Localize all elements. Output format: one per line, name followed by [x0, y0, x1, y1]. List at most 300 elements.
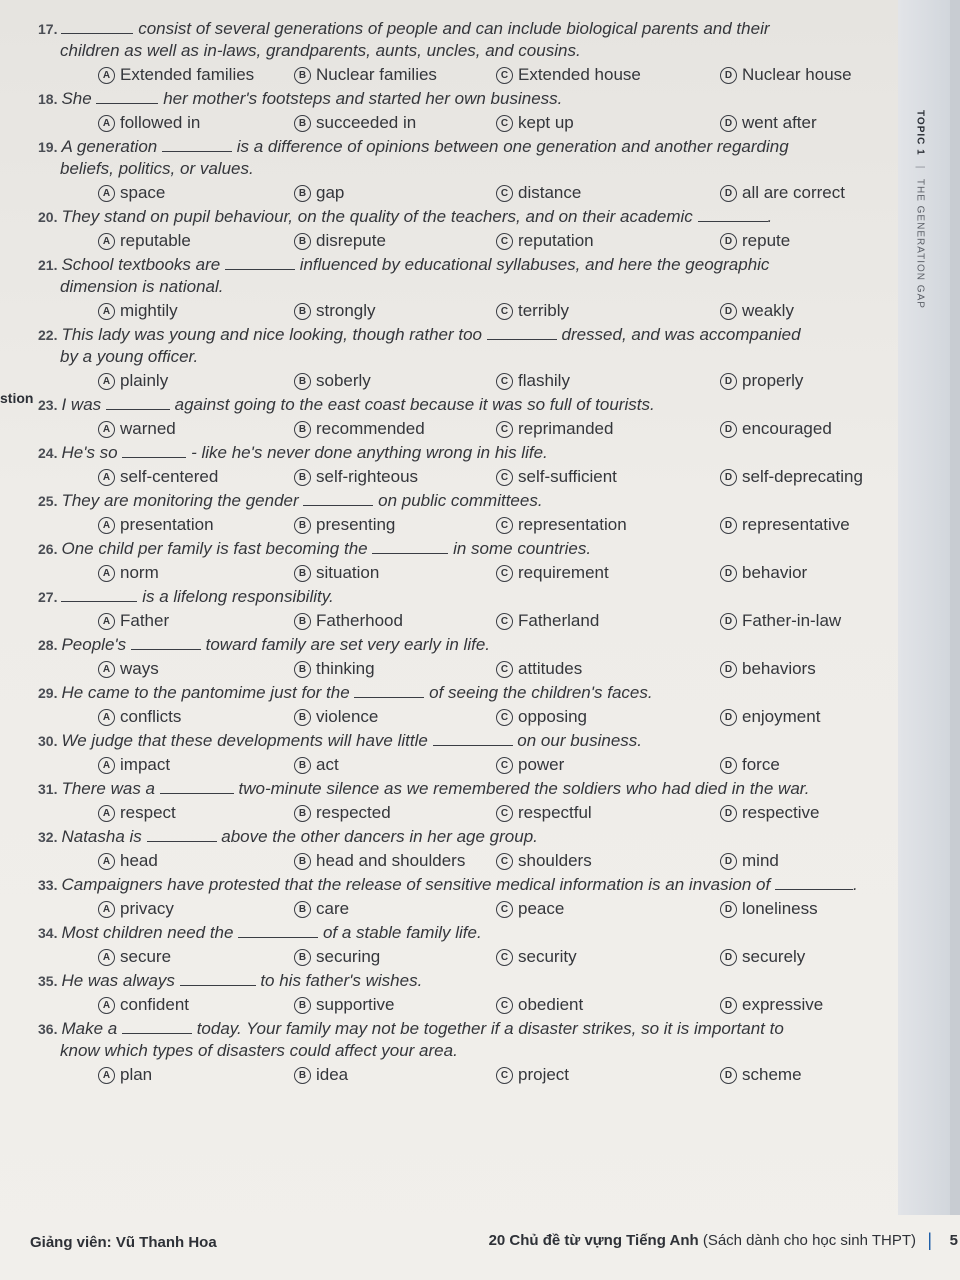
option-b	[294, 755, 339, 775]
question-text-before: This lady was young and nice looking, though rather too	[61, 325, 483, 344]
option-letter-circle: C	[496, 661, 513, 678]
answer-blank	[61, 587, 137, 602]
option-letter-circle: A	[98, 853, 115, 870]
question-text-after: is a lifelong responsibility.	[142, 587, 334, 606]
question-text-after: two-minute silence as we remembered the soldiers who had died in the war.	[238, 779, 810, 798]
option-letter-circle: C	[496, 421, 513, 438]
instructor-credit: Giảng viên: Vũ Thanh Hoa	[30, 1234, 217, 1251]
option-text: norm	[120, 563, 159, 582]
option-text: representation	[518, 515, 627, 534]
answer-blank	[61, 19, 133, 34]
option-letter-circle: C	[496, 185, 513, 202]
question-text-after: of seeing the children's faces.	[429, 683, 653, 702]
question-text-after: toward family are set very early in life.	[205, 635, 491, 654]
option-a	[98, 563, 159, 583]
option-letter-circle: D	[720, 67, 737, 84]
option-c	[496, 611, 599, 631]
question-stem	[38, 18, 898, 40]
option-text: conflicts	[120, 707, 182, 726]
question-text-after: consist of several generations of people and can include biological parents and their	[138, 19, 770, 38]
option-b	[294, 995, 394, 1015]
option-letter-circle: C	[496, 233, 513, 250]
option-letter-circle: A	[98, 949, 115, 966]
question-stem	[38, 490, 898, 512]
option-letter-circle: D	[720, 661, 737, 678]
question-number: 33.	[38, 877, 58, 893]
option-a	[98, 995, 189, 1015]
question-number: 28.	[38, 637, 58, 653]
question-stem	[38, 778, 898, 800]
question-stem	[38, 586, 898, 608]
option-letter-circle: D	[720, 757, 737, 774]
question-item	[38, 442, 898, 490]
option-letter-circle: B	[294, 661, 311, 678]
answer-options	[38, 992, 898, 1018]
topic-title: THE GENERATION GAP	[914, 178, 926, 309]
option-c	[496, 995, 583, 1015]
question-item	[38, 324, 898, 394]
option-text: supportive	[316, 995, 395, 1014]
option-letter-circle: A	[98, 565, 115, 582]
option-letter-circle: B	[294, 373, 311, 390]
option-a	[98, 515, 214, 535]
question-number: 18.	[38, 91, 58, 107]
question-stem	[38, 682, 898, 704]
option-d	[720, 467, 863, 487]
question-stem	[38, 730, 898, 752]
question-text-before: People's	[61, 635, 127, 654]
option-d	[720, 371, 803, 391]
answer-options	[38, 944, 898, 970]
option-text: reputable	[120, 231, 191, 250]
option-text: attitudes	[518, 659, 583, 678]
option-text: self-righteous	[316, 467, 419, 486]
option-text: situation	[316, 563, 380, 582]
option-text: mightily	[120, 301, 178, 320]
option-text: head and shoulders	[316, 851, 466, 870]
option-a	[98, 659, 159, 679]
option-c	[496, 371, 570, 391]
option-letter-circle: C	[496, 67, 513, 84]
option-d	[720, 563, 807, 583]
option-text: Fatherland	[518, 611, 600, 630]
question-stem	[38, 970, 898, 992]
option-letter-circle: A	[98, 997, 115, 1014]
option-letter-circle: A	[98, 185, 115, 202]
side-strip-edge	[950, 0, 960, 1215]
option-text: impact	[120, 755, 171, 774]
answer-blank	[122, 1019, 192, 1034]
option-c	[496, 707, 587, 727]
question-item	[38, 394, 898, 442]
question-text-after: of a stable family life.	[322, 923, 482, 942]
question-text-before: He's so	[61, 443, 118, 462]
option-a	[98, 851, 158, 871]
option-d	[720, 231, 790, 251]
option-letter-circle: D	[720, 901, 737, 918]
option-c	[496, 515, 627, 535]
option-text: ways	[120, 659, 159, 678]
option-text: respected	[316, 803, 391, 822]
topic-side-label	[905, 110, 935, 310]
question-item	[38, 778, 898, 826]
question-stem	[38, 1018, 898, 1040]
option-a	[98, 1065, 152, 1085]
answer-options	[38, 1062, 898, 1088]
book-title-main: 20 Chủ đề từ vựng Tiếng Anh	[488, 1232, 699, 1249]
option-c	[496, 659, 582, 679]
option-letter-circle: C	[496, 901, 513, 918]
option-text: securely	[742, 947, 806, 966]
option-text: properly	[742, 371, 804, 390]
answer-blank	[303, 491, 373, 506]
option-d	[720, 113, 817, 133]
question-item	[38, 826, 898, 874]
question-item	[38, 586, 898, 634]
option-letter-circle: D	[720, 373, 737, 390]
answer-blank	[122, 443, 186, 458]
option-b	[294, 301, 376, 321]
question-text-after: dressed, and was accompanied	[561, 325, 801, 344]
answer-options	[38, 656, 898, 682]
page-footer	[30, 1232, 960, 1256]
question-text-after: influenced by educational syllabuses, and here the geographic	[299, 255, 770, 274]
question-item	[38, 682, 898, 730]
question-text-before: Make a	[61, 1019, 118, 1038]
option-text: followed in	[120, 113, 201, 132]
question-item	[38, 88, 898, 136]
option-letter-circle: A	[98, 613, 115, 630]
question-text-after: on our business.	[517, 731, 643, 750]
question-stem	[38, 324, 898, 346]
option-letter-circle: D	[720, 853, 737, 870]
answer-options	[38, 896, 898, 922]
option-text: securing	[316, 947, 381, 966]
option-c	[496, 419, 613, 439]
question-number: 35.	[38, 973, 58, 989]
option-b	[294, 1065, 348, 1085]
option-letter-circle: A	[98, 421, 115, 438]
answer-blank	[238, 923, 318, 938]
option-text: weakly	[742, 301, 794, 320]
option-c	[496, 755, 564, 775]
question-stem	[38, 88, 898, 110]
option-a	[98, 755, 170, 775]
option-a	[98, 301, 178, 321]
option-a	[98, 113, 200, 133]
question-item	[38, 970, 898, 1018]
option-d	[720, 707, 820, 727]
option-text: self-deprecating	[742, 467, 863, 486]
answer-blank	[180, 971, 256, 986]
option-a	[98, 419, 176, 439]
question-text-after: .	[852, 875, 858, 894]
option-text: obedient	[518, 995, 584, 1014]
question-text-continued: dimension is national.	[60, 277, 224, 296]
option-a	[98, 183, 165, 203]
answer-options	[38, 368, 898, 394]
option-d	[720, 803, 819, 823]
answer-options	[38, 298, 898, 324]
option-letter-circle: D	[720, 421, 737, 438]
option-c	[496, 947, 577, 967]
question-stem	[38, 394, 898, 416]
question-text-after: against going to the east coast because it was so full of tourists.	[174, 395, 655, 414]
question-text-before: They stand on pupil behaviour, on the quality of the teachers, and on their academic	[61, 207, 693, 226]
option-a	[98, 371, 168, 391]
answer-blank	[162, 137, 232, 152]
answer-blank	[106, 395, 170, 410]
question-item	[38, 136, 898, 206]
option-letter-circle: A	[98, 757, 115, 774]
option-text: thinking	[316, 659, 375, 678]
option-letter-circle: A	[98, 901, 115, 918]
option-text: Nuclear house	[742, 65, 852, 84]
option-c	[496, 851, 592, 871]
option-text: care	[316, 899, 350, 918]
option-text: soberly	[316, 371, 371, 390]
option-b	[294, 947, 380, 967]
option-text: gap	[316, 183, 345, 202]
option-letter-circle: C	[496, 805, 513, 822]
option-b	[294, 113, 416, 133]
option-b	[294, 563, 379, 583]
option-d	[720, 755, 780, 775]
option-text: scheme	[742, 1065, 802, 1084]
option-text: opposing	[518, 707, 588, 726]
question-stem	[38, 874, 898, 896]
option-letter-circle: A	[98, 805, 115, 822]
option-text: violence	[316, 707, 379, 726]
option-text: Fatherhood	[316, 611, 403, 630]
option-text: head	[120, 851, 158, 870]
option-letter-circle: D	[720, 1067, 737, 1084]
question-text-before: Natasha is	[61, 827, 142, 846]
option-text: secure	[120, 947, 172, 966]
question-text-after: her mother's footsteps and started her own business.	[163, 89, 563, 108]
option-text: plan	[120, 1065, 153, 1084]
option-letter-circle: C	[496, 757, 513, 774]
answer-options	[38, 228, 898, 254]
question-text-before: He came to the pantomime just for the	[61, 683, 350, 702]
option-letter-circle: D	[720, 233, 737, 250]
question-text-continued: children as well as in-laws, grandparents, aunts, uncles, and cousins.	[60, 41, 581, 60]
option-a	[98, 65, 254, 85]
option-b	[294, 659, 375, 679]
option-letter-circle: A	[98, 469, 115, 486]
book-title	[489, 1232, 916, 1249]
question-stem	[38, 254, 898, 276]
option-letter-circle: A	[98, 709, 115, 726]
option-text: behavior	[742, 563, 808, 582]
option-c	[496, 467, 617, 487]
question-number: 31.	[38, 781, 58, 797]
option-b	[294, 65, 437, 85]
question-number: 29.	[38, 685, 58, 701]
option-text: confident	[120, 995, 189, 1014]
option-a	[98, 707, 181, 727]
answer-options	[38, 416, 898, 442]
option-letter-circle: B	[294, 517, 311, 534]
question-number: 25.	[38, 493, 58, 509]
question-text-before: School textbooks are	[61, 255, 221, 274]
question-text-before: She	[61, 89, 92, 108]
option-d	[720, 659, 816, 679]
option-letter-circle: B	[294, 115, 311, 132]
answer-blank	[96, 89, 158, 104]
answer-options	[38, 560, 898, 586]
option-letter-circle: C	[496, 997, 513, 1014]
option-letter-circle: C	[496, 303, 513, 320]
option-text: power	[518, 755, 565, 774]
option-c	[496, 65, 641, 85]
answer-blank	[433, 731, 513, 746]
question-number: 27.	[38, 589, 58, 605]
option-letter-circle: D	[720, 303, 737, 320]
answer-blank	[698, 207, 768, 222]
option-d	[720, 301, 794, 321]
option-text: Extended house	[518, 65, 641, 84]
answer-options	[38, 180, 898, 206]
answer-options	[38, 512, 898, 538]
option-text: loneliness	[742, 899, 818, 918]
option-b	[294, 899, 349, 919]
question-item	[38, 1018, 898, 1088]
answer-options	[38, 848, 898, 874]
question-text-after: today. Your family may not be together if a disaster strikes, so it is important to	[196, 1019, 784, 1038]
option-c	[496, 1065, 569, 1085]
option-letter-circle: B	[294, 303, 311, 320]
question-text-after: in some countries.	[453, 539, 592, 558]
question-number: 17.	[38, 21, 58, 37]
answer-blank	[131, 635, 201, 650]
option-b	[294, 371, 371, 391]
answer-blank	[775, 875, 853, 890]
option-b	[294, 231, 386, 251]
option-letter-circle: D	[720, 469, 737, 486]
question-text-before: I was	[61, 395, 102, 414]
option-letter-circle: A	[98, 661, 115, 678]
option-text: Father	[120, 611, 170, 630]
option-c	[496, 899, 564, 919]
option-letter-circle: A	[98, 517, 115, 534]
option-b	[294, 419, 425, 439]
option-text: idea	[316, 1065, 349, 1084]
option-letter-circle: D	[720, 997, 737, 1014]
option-text: self-sufficient	[518, 467, 617, 486]
question-item	[38, 206, 898, 254]
question-number: 24.	[38, 445, 58, 461]
option-letter-circle: A	[98, 303, 115, 320]
question-text-before: A generation	[61, 137, 158, 156]
option-text: recommended	[316, 419, 425, 438]
question-list	[38, 18, 898, 1088]
option-b	[294, 707, 378, 727]
option-letter-circle: B	[294, 67, 311, 84]
option-text: kept up	[518, 113, 574, 132]
option-d	[720, 183, 845, 203]
question-text-continued: know which types of disasters could affect your area.	[60, 1041, 458, 1060]
option-letter-circle: C	[496, 613, 513, 630]
option-letter-circle: D	[720, 949, 737, 966]
question-text-after: is a difference of opinions between one generation and another regarding	[236, 137, 789, 156]
option-b	[294, 183, 344, 203]
question-item	[38, 490, 898, 538]
option-text: security	[518, 947, 577, 966]
question-stem	[38, 538, 898, 560]
option-letter-circle: B	[294, 805, 311, 822]
option-b	[294, 515, 395, 535]
question-text-before: Most children need the	[61, 923, 234, 942]
separator: |	[914, 161, 926, 173]
option-letter-circle: B	[294, 901, 311, 918]
question-item	[38, 874, 898, 922]
option-letter-circle: D	[720, 517, 737, 534]
option-letter-circle: B	[294, 997, 311, 1014]
answer-blank	[225, 255, 295, 270]
option-text: enjoyment	[742, 707, 821, 726]
option-d	[720, 419, 832, 439]
option-text: reputation	[518, 231, 594, 250]
option-a	[98, 899, 174, 919]
option-text: act	[316, 755, 339, 774]
question-number: 22.	[38, 327, 58, 343]
option-text: strongly	[316, 301, 376, 320]
option-letter-circle: D	[720, 115, 737, 132]
option-letter-circle: D	[720, 613, 737, 630]
answer-options	[38, 62, 898, 88]
option-c	[496, 803, 592, 823]
option-letter-circle: A	[98, 373, 115, 390]
page-number: 5	[949, 1232, 958, 1249]
answer-blank	[372, 539, 448, 554]
option-text: repute	[742, 231, 791, 250]
option-letter-circle: C	[496, 1067, 513, 1084]
question-number: 21.	[38, 257, 58, 273]
option-d	[720, 947, 805, 967]
option-letter-circle: B	[294, 185, 311, 202]
option-d	[720, 611, 841, 631]
option-text: all are correct	[742, 183, 845, 202]
option-d	[720, 1065, 802, 1085]
answer-blank	[487, 325, 557, 340]
option-a	[98, 803, 176, 823]
option-text: behaviors	[742, 659, 816, 678]
question-item	[38, 538, 898, 586]
question-stem	[38, 206, 898, 228]
option-letter-circle: D	[720, 805, 737, 822]
option-letter-circle: A	[98, 1067, 115, 1084]
answer-options	[38, 608, 898, 634]
option-letter-circle: B	[294, 565, 311, 582]
question-number: 36.	[38, 1021, 58, 1037]
question-text-before: One child per family is fast becoming the	[61, 539, 368, 558]
answer-blank	[354, 683, 424, 698]
option-letter-circle: C	[496, 949, 513, 966]
option-b	[294, 851, 465, 871]
option-text: encouraged	[742, 419, 832, 438]
option-letter-circle: A	[98, 67, 115, 84]
answer-options	[38, 704, 898, 730]
question-stem	[38, 442, 898, 464]
option-text: respect	[120, 803, 176, 822]
option-text: disrepute	[316, 231, 386, 250]
option-text: respective	[742, 803, 820, 822]
question-number: 26.	[38, 541, 58, 557]
question-number: 23.	[38, 397, 58, 413]
question-item	[38, 18, 898, 88]
answer-options	[38, 800, 898, 826]
